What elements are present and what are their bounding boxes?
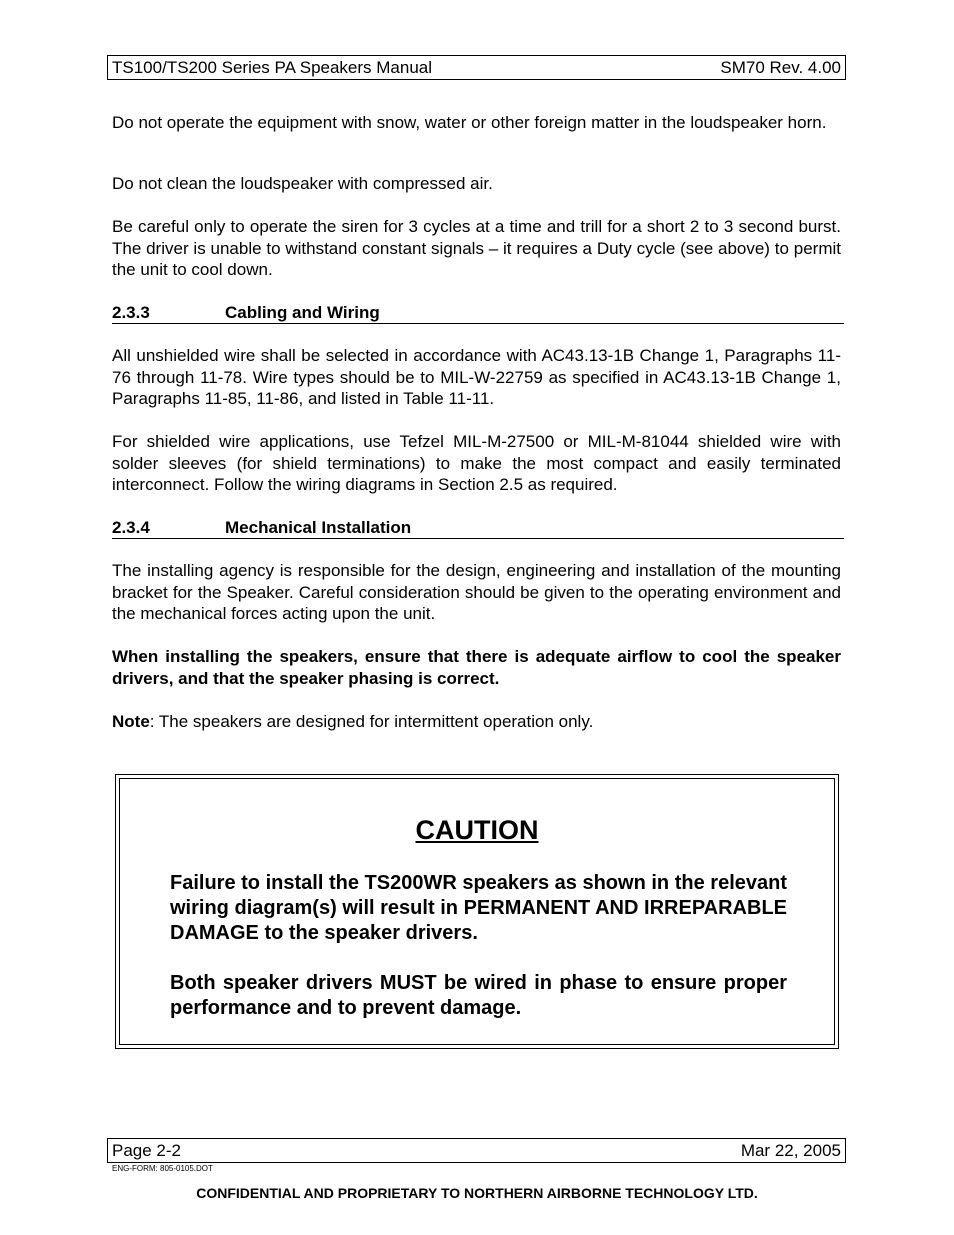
- paragraph-compressed-air: Do not clean the loudspeaker with compressed air.: [112, 174, 493, 193]
- paragraph-shielded-wire: For shielded wire applications, use Tefzel MIL-M-27500 or MIL-M-81044 shielded wire with solder sleeves (for shield terminations) to make the most compact and easily terminated interconnect. Follow the wiring diagrams in Section 2.5 as required.: [112, 432, 841, 494]
- section-heading-mechanical: [112, 518, 844, 539]
- section-title: Cabling and Wiring: [225, 303, 380, 322]
- confidential-notice: CONFIDENTIAL AND PROPRIETARY TO NORTHERN AIRBORNE TECHNOLOGY LTD.: [196, 1185, 758, 1201]
- page-footer: [107, 1138, 846, 1163]
- form-code: ENG-FORM: 805-0105.DOT: [112, 1164, 213, 1173]
- paragraph-airflow-warning: When installing the speakers, ensure that there is adequate airflow to cool the speaker drivers, and that the speaker phasing is correct.: [112, 647, 841, 688]
- page-number: Page 2-2: [112, 1141, 181, 1160]
- caution-paragraph-install: Failure to install the TS200WR speakers as shown in the relevant wiring diagram(s) will result in PERMANENT AND IRREPARABLE DAMAGE to the speaker drivers.: [170, 872, 787, 944]
- caution-paragraph-phase: Both speaker drivers MUST be wired in phase to ensure proper performance and to prevent damage.: [170, 972, 787, 1019]
- caution-box: [115, 774, 839, 1049]
- caution-title: CAUTION: [415, 815, 539, 845]
- manual-title: TS100/TS200 Series PA Speakers Manual: [112, 58, 433, 77]
- section-number: 2.3.3: [112, 303, 150, 322]
- section-number: 2.3.4: [112, 518, 150, 537]
- note-paragraph: [112, 711, 841, 733]
- note-text: : The speakers are designed for intermittent operation only.: [149, 712, 594, 731]
- paragraph-siren-cycles: Be careful only to operate the siren for 3 cycles at a time and trill for a short 2 to 3 second burst. The driver is unable to withstand constant signals – it requires a Duty cycle (see above) to permit the unit to cool down.: [112, 217, 841, 279]
- revision-label: SM70 Rev. 4.00: [720, 58, 841, 77]
- paragraph-installing-agency: The installing agency is responsible for the design, engineering and installation of the mounting bracket for the Speaker. Careful consideration should be given to the operating environment and the mechanical forces acting upon the unit.: [112, 561, 841, 623]
- note-label: Note: [112, 712, 150, 731]
- footer-date: Mar 22, 2005: [740, 1141, 841, 1160]
- section-heading-cabling: [112, 303, 844, 324]
- paragraph-unshielded-wire: All unshielded wire shall be selected in accordance with AC43.13-1B Change 1, Paragraphs 11-76 through 11-78. Wire types should be to MIL-W-22759 as specified in AC43.13-1B Change 1, Paragraphs 11-85, 11-86, and listed in Table 11-11.: [112, 346, 841, 408]
- section-title: Mechanical Installation: [225, 518, 412, 537]
- page-header: [107, 55, 846, 80]
- paragraph-foreign-matter: Do not operate the equipment with snow, water or other foreign matter in the loudspeaker horn.: [112, 113, 827, 132]
- caution-box-inner: [119, 778, 835, 1045]
